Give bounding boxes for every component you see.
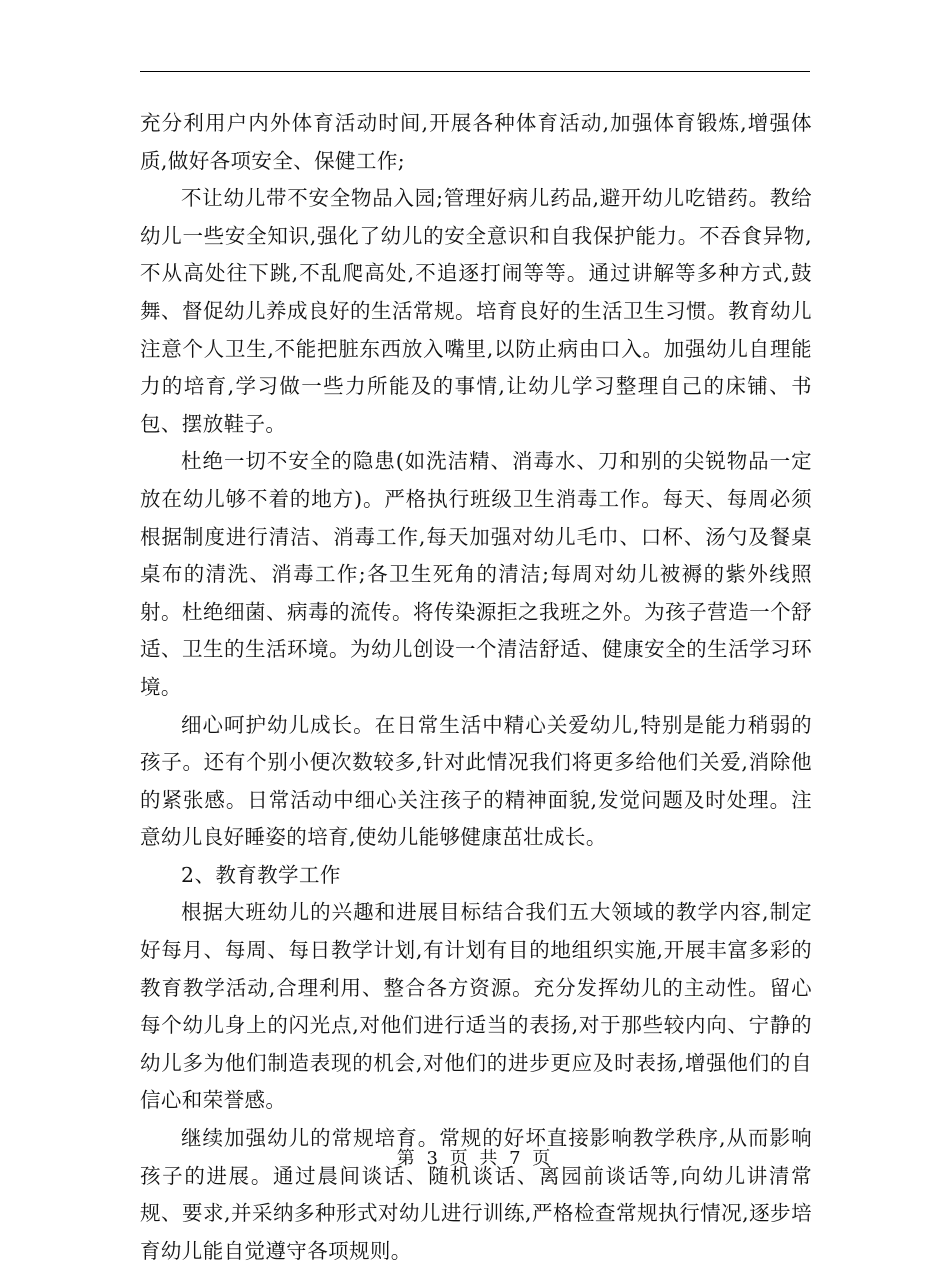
paragraph-4: 细心呵护幼儿成长。在日常生活中精心关爱幼儿,特别是能力稍弱的孩子。还有个别小便次数较多,针对此情况我们将更多给他们关爱,消除他的紧张感。日常活动中细心关注孩子的精神面貌,发觉问题及时处理。注意幼儿良好睡姿的培育,使幼儿能够健康茁壮成长。 <box>140 712 812 850</box>
page-number-footer: 第 3 页 共 7 页 <box>396 1148 554 1169</box>
paragraph-6: 继续加强幼儿的常规培育。常规的好坏直接影响教学秩序,从而影响孩子的进展。通过晨间谈话、随机谈话、离园前谈话等,向幼儿讲清常规、要求,并采纳多种形式对幼儿进行训练,严格检查常规执行情况,逐步培育幼儿能自觉遵守各项规则。 <box>140 1126 812 1263</box>
paragraph-3: 杜绝一切不安全的隐患(如洗洁精、消毒水、刀和别的尖锐物品一定放在幼儿够不着的地方)。严格执行班级卫生消毒工作。每天、每周必须根据制度进行清洁、消毒工作,每天加强对幼儿毛巾、口杯、汤勺及餐桌桌布的清洗、消毒工作;各卫生死角的清洁;每周对幼儿被褥的紫外线照射。杜绝细菌、病毒的流传。将传染源拒之我班之外。为孩子营造一个舒适、卫生的生活环境。为幼儿创设一个清洁舒适、健康安全的生活学习环境。 <box>140 449 812 699</box>
paragraph-5: 根据大班幼儿的兴趣和进展目标结合我们五大领域的教学内容,制定好每月、每周、每日教学计划,有计划有目的地组织实施,开展丰富多彩的教育教学活动,合理利用、整合各方资源。充分发挥幼儿的主动性。留心每个幼儿身上的闪光点,对他们进行适当的表扬,对于那些较内向、宁静的幼儿多为他们制造表现的机会,对他们的进步更应及时表扬,增强他们的自信心和荣誉感。 <box>140 900 812 1113</box>
section-heading: 2、教育教学工作 <box>181 862 341 887</box>
header-rule <box>140 71 810 72</box>
paragraph-2: 不让幼儿带不安全物品入园;管理好病儿药品,避开幼儿吃错药。教给幼儿一些安全知识,强化了幼儿的安全意识和自我保护能力。不吞食异物,不从高处往下跳,不乱爬高处,不追逐打闹等等。通过讲解等多种方式,鼓舞、督促幼儿养成良好的生活常规。培育良好的生活卫生习惯。教育幼儿注意个人卫生,不能把脏东西放入嘴里,以防止病由口入。加强幼儿自理能力的培育,学习做一些力所能及的事情,让幼儿学习整理自己的床铺、书包、摆放鞋子。 <box>140 186 812 436</box>
document-body <box>140 105 812 1270</box>
paragraph-1: 充分利用户内外体育活动时间,开展各种体育活动,加强体育锻炼,增强体质,做好各项安全、保健工作; <box>140 111 812 173</box>
